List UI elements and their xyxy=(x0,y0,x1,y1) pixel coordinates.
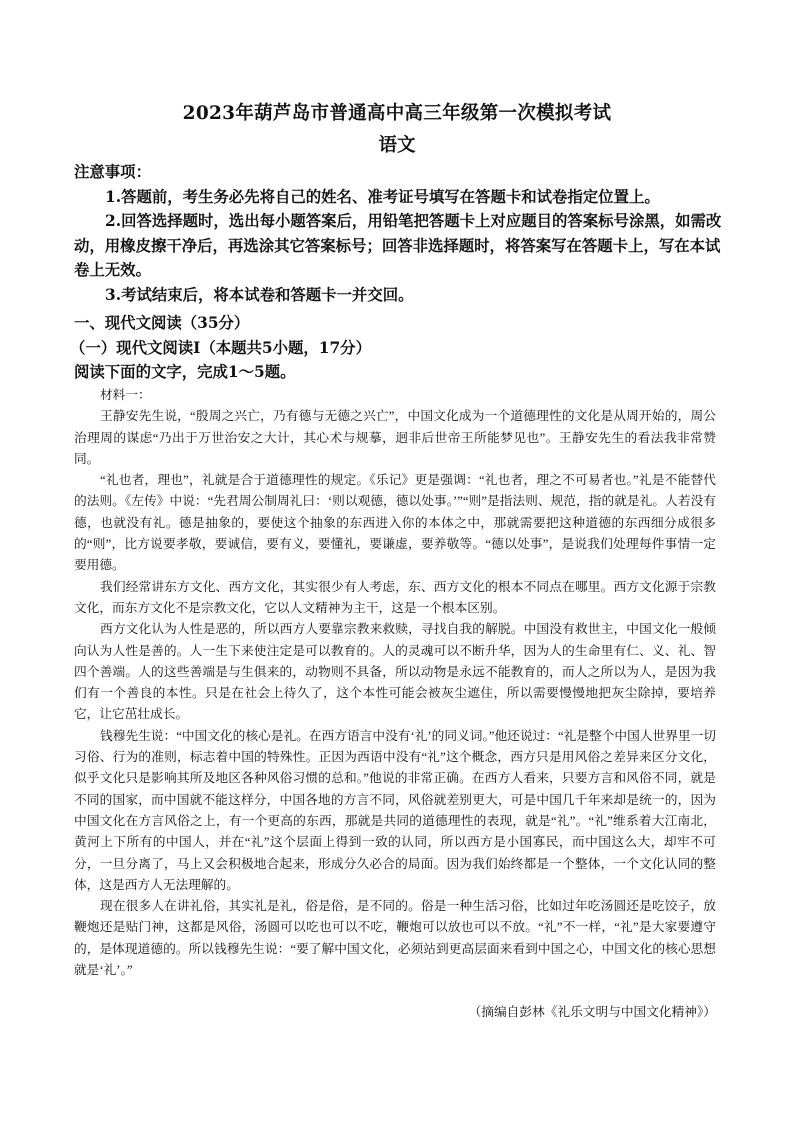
passage-paragraph: “礼也者，理也”，礼就是合于道德理性的规定。《乐记》更是强调：“礼也者，理之不可易者也。”礼是不能替代的法则。《左传》中说：“先君周公制周礼曰：‘则以观德，德以处事。’”“则”是指法则、规范，指的就是礼。人若没有德，也就没有礼。德是抽象的，要使这个抽象的东西进入你的本体之中，那就需要把这种道德的东西细分成很多的“则”，比方说要孝敬，要诚信，要有义，要懂礼，要谦虚，要养敬等。“德以处事”，是说我们处理每件事情一定要用德。 xyxy=(74,473,716,573)
passage-paragraph: 我们经常讲东方文化、西方文化，其实很少有人考虑，东、西方文化的根本不同点在哪里。西方文化源于宗教文化，而东方文化不是宗教文化，它以人文精神为主干，这是一个根本区别。 xyxy=(74,579,716,615)
notice-item-1: 1.答题前，考生务必先将自己的姓名、准考证号填写在答题卡和试卷指定位置上。 xyxy=(105,187,660,206)
exam-title: 2023年葫芦岛市普通高中高三年级第一次模拟考试 xyxy=(182,103,612,124)
notice-item-3: 3.考试结束后，将本试卷和答题卡一并交回。 xyxy=(105,285,414,304)
notice-item-2: 2.回答选择题时，选出每小题答案后，用铅笔把答题卡上对应题目的答案标号涂黑，如需改动，用橡皮擦干净后，再选涂其它答案标号；回答非选择题时，将答案写在答题卡上，写在本试卷上无效。 xyxy=(74,212,722,279)
reading-passage xyxy=(74,385,716,981)
passage-paragraph: 西方文化认为人性是恶的，所以西方人要靠宗教来救赎，寻找自我的解脱。中国没有救世主，中国文化一般倾向认为人性是善的。人一生下来使注定是可以教育的。人的灵魂可以不断升华，因为人的生命里有仁、义、礼、智四个善端。人的这些善端是与生俱来的，动物则不具备，所以动物是永远不能教育的，而人之所以为人，是因为我们有一个善良的本性。只是在社会上待久了，这个本性可能会被灰尘遮住，所以需要慢慢地把灰尘除掉，要培养它，让它茁壮成长。 xyxy=(74,622,716,722)
notice-block xyxy=(74,160,734,307)
passage-source: （摘编自彭林《礼乐文明与中国文化精神》） xyxy=(468,1005,716,1019)
section-heading: 一、现代文阅读（35分） xyxy=(74,314,250,332)
passage-paragraph: 现在很多人在讲礼俗，其实礼是礼，俗是俗，是不同的。俗是一种生活习俗，比如过年吃汤圆还是吃饺子，放鞭炮还是贴门神，这都是风俗，汤圆可以吃也可以不吃，鞭炮可以放也可以不放。“礼”不一样，“礼”是大家要遵守的，是体现道德的。所以钱穆先生说：“要了解中国文化，必须站到更高层面来看到中国之心，中国文化的核心思想就是‘礼’。” xyxy=(74,899,716,978)
passage-paragraph: 钱穆先生说：“中国文化的核心是礼。在西方语言中没有‘礼’的同义词。”他还说过：“礼是整个中国人世界里一切习俗、行为的准则，标志着中国的特殊性。正因为西语中没有“礼”这个概念，西方只是用风俗之差异来区分文化，似乎文化只是影响其所及地区各种风俗习惯的总和。”他说的非常正确。在西方人看来，只要方言和风俗不同，就是不同的国家，而中国就不能这样分，中国各地的方言不同，风俗就差别更大，可是中国几千年来却是统一的，因为中国文化在方言风俗之上，有一个更高的东西，那就是共同的道德理性的表现，就是“礼”。“礼”维系着大江南北，黄河上下所有的中国人，并在“礼”这个层面上得到一致的认同，所以西方是小国寡民，而中国这么大，却牢不可分，一旦分离了，马上又会积极地合起来，形成分久必合的局面。因为我们始终都是一个整体，一个文化认同的整体，这是西方人无法理解的。 xyxy=(74,728,716,892)
notice-heading: 注意事项： xyxy=(74,163,151,181)
exam-subject: 语文 xyxy=(378,135,416,156)
subsection-heading: （一）现代文阅读Ⅰ（本题共5小题，17分） xyxy=(70,339,371,357)
material-label: 材料一： xyxy=(100,388,151,402)
reading-instruction: 阅读下面的文字，完成1～5题。 xyxy=(74,363,296,381)
passage-paragraph: 王静安先生说，“殷周之兴亡，乃有德与无德之兴亡”，中国文化成为一个道德理性的文化是从周开始的，周公治理周的谋虑“乃出于万世治安之大计，其心术与规摹，迥非后世帝王所能梦见也”。王静安先生的看法我非常赞同。 xyxy=(74,409,716,466)
